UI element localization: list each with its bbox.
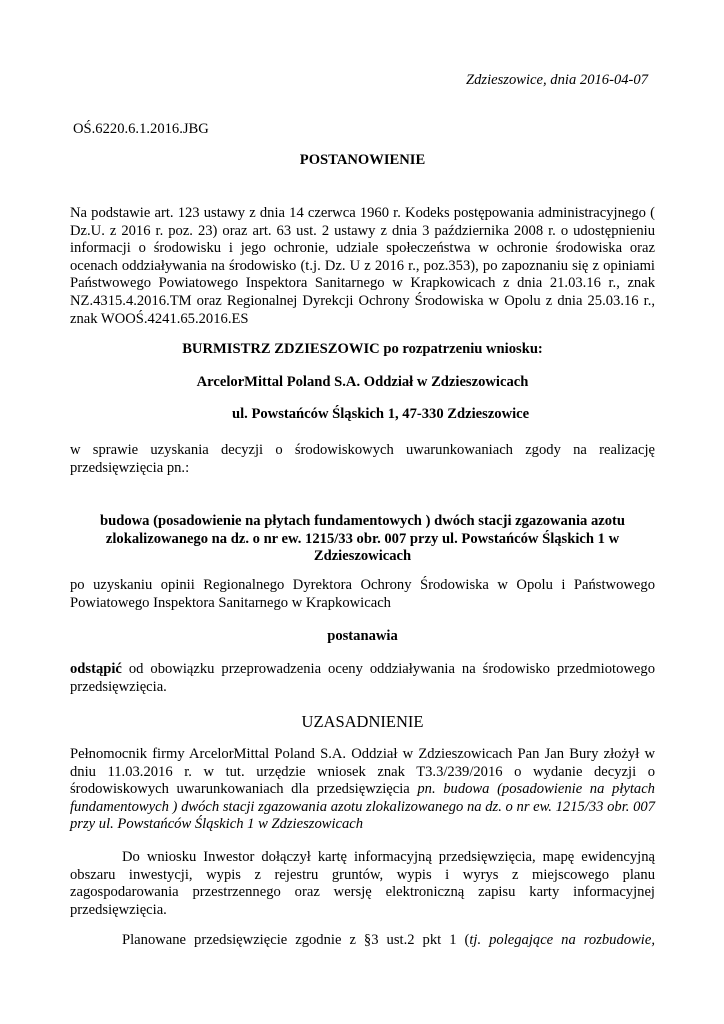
justification-paragraph-3 [70,932,655,950]
decision-heading: postanawia [327,628,398,644]
justification-p3-plain: Planowane przedsięwzięcie zgodnie z §3 ust.2 pkt 1 ( [122,932,470,948]
applicant-address: ul. Powstańców Śląskich 1, 47-330 Zdzieszowice [232,406,530,422]
decision-paragraph [70,661,655,696]
document-title: POSTANOWIENIE [299,152,426,168]
place-date: Zdzieszowice, dnia 2016-04-07 [465,72,648,88]
justification-paragraph-1 [70,746,655,834]
authority-line: BURMISTRZ ZDZIESZOWIC po rozpatrzeniu wniosku: [182,341,543,357]
justification-paragraph-2: Do wniosku Inwestor dołączył kartę informacyjną przedsięwzięcia, mapę ewidencyjną obszaru inwestycji, wypis z rejestru gruntów, wypis i wyrys z miejscowego planu zagospodarowania przestrzennego oraz wersję elektroniczną zapisu karty informacyjnej przedsięwzięcia. [70,849,655,918]
justification-p3-italic: tj. polegające na rozbudowie, [469,932,655,948]
justification-heading: UZASADNIENIE [301,712,424,731]
justification-p1-plain: Pełnomocnik firmy ArcelorMittal Poland S.A. Oddział w Zdzieszowicach Pan Jan Bury złożył w dniu 11.03.2016 r. w tut. urzędzie wniosek znak T3.3/239/2016 o wydanie decyzji o środowiskowych uwarunkowaniach dla przedsięwzięcia [70,746,655,798]
applicant-name: ArcelorMittal Poland S.A. Oddział w Zdzieszowicach [196,374,529,390]
reference-number: OŚ.6220.6.1.2016.JBG [73,121,209,137]
decision-text: od obowiązku przeprowadzenia oceny oddziaływania na środowisko przedmiotowego przedsięwzięcia. [70,661,655,695]
justification-p1-italic: pn. budowa (posadowienie na płytach fundamentowych ) dwóch stacji zgazowania azotu zlokalizowanego na dz. o nr ew. 1215/33 obr. 007 przy ul. Powstańców Śląskich 1 w Zdzieszowicach [70,781,655,833]
project-name: budowa (posadowienie na płytach fundamentowych ) dwóch stacji zgazowania azotu zlokalizowanego na dz. o nr ew. 1215/33 obr. 007 przy ul. Powstańców Śląskich 1 w Zdzieszowicach [99,513,625,565]
opinions-paragraph: po uzyskaniu opinii Regionalnego Dyrektora Ochrony Środowiska w Opolu i Państwowego Powiatowego Inspektora Sanitarnego w Krapkowicach [70,577,655,611]
legal-basis-paragraph: Na podstawie art. 123 ustawy z dnia 14 czerwca 1960 r. Kodeks postępowania administracyjnego ( Dz.U. z 2016 r. poz. 23) oraz art. 63 ust. 2 ustawy z dnia 3 października 2008 r. o udostępnieniu informacji o środowisku i jego ochronie, udziale społeczeństwa w ochronie środowiska oraz ocenach oddziaływania na środowisko (t.j. Dz. U z 2016 r., poz.353), po zapoznaniu się z opiniami Państwowego Powiatowego Inspektora Sanitarnego w Krapkowicach z dnia 21.03.16 r., znak NZ.4315.4.2016.TM oraz Regionalnej Dyrekcji Ochrony Środowiska w Opolu z dnia 25.03.16 r., znak WOOŚ.4241.65.2016.ES [70,205,655,327]
decision-keyword: odstąpić [70,661,122,677]
matter-paragraph: w sprawie uzyskania decyzji o środowiskowych uwarunkowaniach zgody na realizację przedsięwzięcia pn.: [70,442,655,476]
